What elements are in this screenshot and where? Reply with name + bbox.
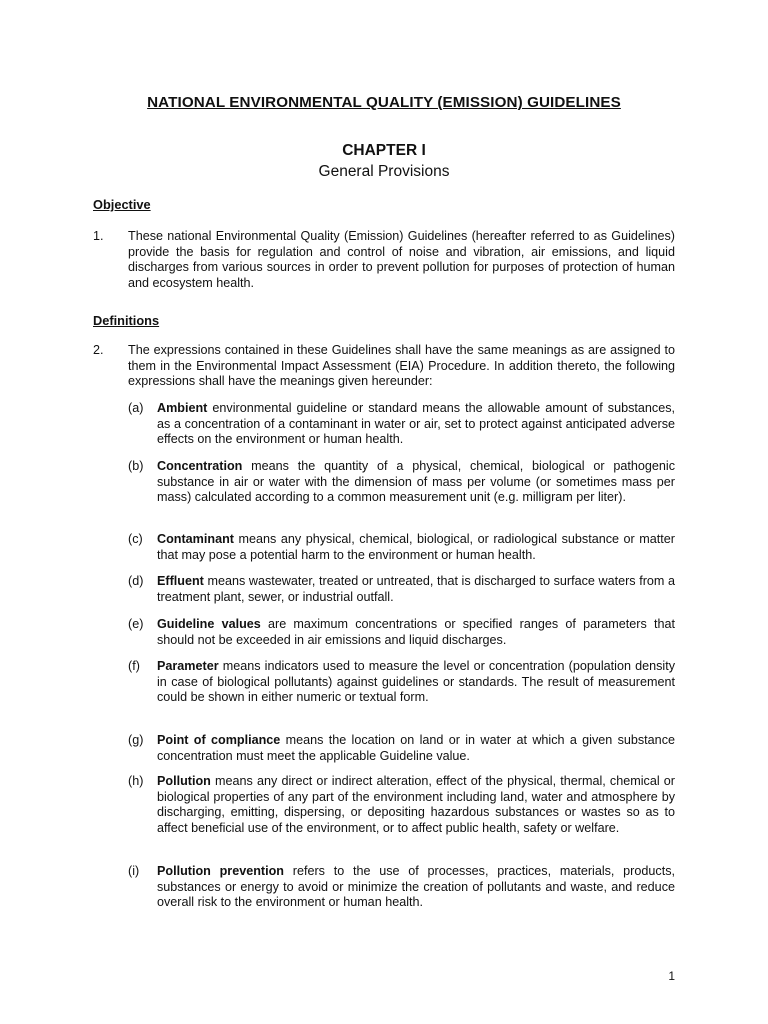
definition-letter: (f)	[128, 659, 140, 673]
definition-text: are maximum concentrations or specified ranges of parameters that should not be exceeded in air emissions and liquid discharges.	[157, 617, 675, 647]
definition-letter: (d)	[128, 574, 144, 588]
definition-letter: (b)	[128, 459, 144, 473]
definition-term: Guideline values	[157, 617, 261, 631]
definition-text: means the quantity of a physical, chemical, biological or pathogenic substance in air or water with the dimension of mass per volume (or sometimes mass per mass) calculated according to a common measurement unit (e.g. milligram per liter).	[157, 459, 675, 505]
definition-letter: (c)	[128, 532, 143, 546]
paragraph-text: These national Environmental Quality (Emission) Guidelines (hereafter referred to as Guidelines) provide the basis for regulation and control of noise and vibration, air emissions, and liquid discharges from various sources in order to prevent pollution for purposes of protection of human and ecosystem health.	[128, 229, 675, 290]
definition-item	[128, 864, 675, 911]
objective-paragraph	[93, 229, 675, 291]
definition-term: Effluent	[157, 574, 204, 588]
chapter-subtitle: General Provisions	[318, 163, 450, 180]
definition-item	[128, 532, 675, 563]
definitions-paragraph	[93, 343, 675, 390]
definition-term: Point of compliance	[157, 733, 281, 747]
definitions-heading: Definitions	[93, 313, 160, 328]
paragraph-number: 1.	[93, 229, 104, 243]
definition-item	[128, 617, 675, 648]
definition-text: refers to the use of processes, practices, materials, products, substances or energy to avoid or minimize the creation of pollutants and waste, and reduce overall risk to the environment or human health.	[157, 864, 675, 910]
definition-text: means any direct or indirect alteration, effect of the physical, thermal, chemical or biological properties of any part of the environment including land, water and atmosphere by discharging, emitting, dispersing, or depositing hazardous substances or wastes so as to affect beneficial use of the environment, or to affect public health, safety or welfare.	[157, 774, 675, 835]
definition-text: means wastewater, treated or untreated, that is discharged to surface waters from a treatment plant, sewer, or industrial outfall.	[157, 574, 675, 604]
definition-letter: (a)	[128, 401, 144, 415]
objective-heading: Objective	[93, 197, 151, 212]
definition-letter: (i)	[128, 864, 140, 878]
definition-letter: (e)	[128, 617, 144, 631]
definition-term: Concentration	[157, 459, 243, 473]
definition-item	[128, 733, 675, 764]
definition-item	[128, 774, 675, 836]
paragraph-text: The expressions contained in these Guidelines shall have the same meanings as are assigned to them in the Environmental Impact Assessment (EIA) Procedure. In addition thereto, the following expressions shall have the meanings given hereunder:	[128, 343, 675, 389]
definition-item	[128, 659, 675, 706]
definition-term: Pollution	[157, 774, 211, 788]
paragraph-number: 2.	[93, 343, 104, 357]
definition-text: environmental guideline or standard means the allowable amount of substances, as a concentration of a contaminant in water or air, set to protect against anticipated adverse effects on the environment or human health.	[157, 401, 675, 447]
definition-text: means the location on land or in water at which a given substance concentration must meet the applicable Guideline value.	[157, 733, 675, 763]
chapter-heading: CHAPTER I	[342, 142, 426, 159]
definition-item	[128, 574, 675, 605]
definition-term: Contaminant	[157, 532, 234, 546]
definition-term: Parameter	[157, 659, 219, 673]
definition-text: means indicators used to measure the level or concentration (population density in case of biological pollutants) against guidelines or standards. The result of measurement could be shown in either numeric or textual form.	[157, 659, 675, 705]
definition-text: means any physical, chemical, biological, or radiological substance or matter that may pose a potential harm to the environment or human health.	[157, 532, 675, 562]
document-title: NATIONAL ENVIRONMENTAL QUALITY (EMISSION) GUIDELINES	[147, 94, 621, 111]
definition-letter: (g)	[128, 733, 144, 747]
definition-term: Pollution prevention	[157, 864, 284, 878]
page-number: 1	[668, 969, 675, 983]
definition-term: Ambient	[157, 401, 208, 415]
definition-item	[128, 401, 675, 448]
definition-item	[128, 459, 675, 506]
definition-letter: (h)	[128, 774, 144, 788]
